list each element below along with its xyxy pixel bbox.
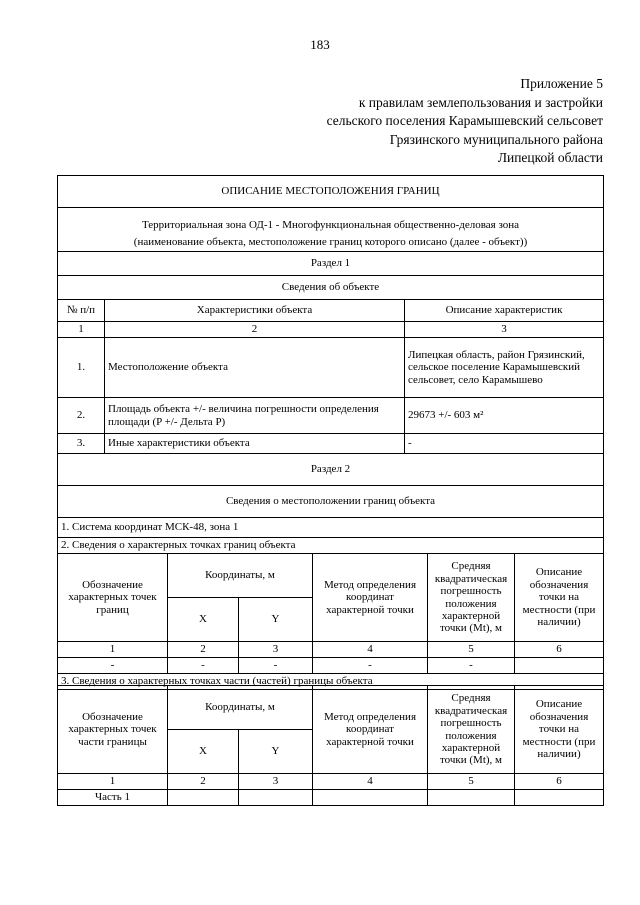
column-number: 6: [515, 642, 604, 658]
table-cell: [515, 658, 604, 674]
characteristic-name: Иные характеристики объекта: [105, 434, 405, 454]
boundary-description-table: [57, 175, 604, 554]
characteristic-value: -: [405, 434, 604, 454]
column-header: Описание характеристик: [405, 300, 604, 322]
x-header: X: [168, 730, 239, 774]
error-header: Средняя квадратическая погрешность положения характерной точки (Mt), м: [428, 686, 515, 774]
column-number: 5: [428, 642, 515, 658]
y-header: Y: [239, 730, 313, 774]
table-cell: [515, 790, 604, 806]
column-header: № п/п: [58, 300, 105, 322]
section1-subtitle: Сведения об объекте: [58, 276, 604, 300]
characteristic-name: Местоположение объекта: [105, 338, 405, 398]
y-header: Y: [239, 598, 313, 642]
column-header: Характеристики объекта: [105, 300, 405, 322]
column-number: 1: [58, 322, 105, 338]
appendix-line: Грязинского муниципального района: [389, 131, 603, 147]
zone-description: [58, 208, 604, 252]
method-header: Метод определения координат характерной точки: [313, 686, 428, 774]
designation-header: Обозначение характерных точек части границы: [58, 686, 168, 774]
zone-name: Территориальная зона ОД-1 - Многофункциональная общественно-деловая зона: [141, 219, 520, 232]
column-number: 3: [239, 774, 313, 790]
part-points-title: 3. Сведения о характерных точках части (частей) границы объекта: [58, 674, 604, 690]
characteristic-name: Площадь объекта +/- величина погрешности определения площади (P +/- Дельта P): [105, 398, 405, 434]
x-header: X: [168, 598, 239, 642]
appendix-line: Приложение 5: [520, 76, 603, 91]
part-label: Часть 1: [58, 790, 168, 806]
column-number: 3: [239, 642, 313, 658]
table-cell: -: [428, 658, 515, 674]
table-cell: -: [58, 658, 168, 674]
column-number: 1: [58, 774, 168, 790]
row-number: 2.: [58, 398, 105, 434]
part-points-table: [57, 685, 604, 806]
row-number: 1.: [58, 338, 105, 398]
table-cell: -: [313, 658, 428, 674]
table-cell: -: [239, 658, 313, 674]
appendix-header: [327, 75, 603, 168]
page-number: 183: [310, 37, 330, 52]
column-number: 6: [515, 774, 604, 790]
table-cell: [313, 790, 428, 806]
zone-note: (наименование объекта, местоположение границ которого описано (далее - объект)): [133, 235, 528, 248]
error-header: Средняя квадратическая погрешность положения характерной точки (Mt), м: [428, 554, 515, 642]
section1-label: Раздел 1: [58, 252, 604, 276]
column-number: 5: [428, 774, 515, 790]
table-cell: [428, 790, 515, 806]
appendix-line: Липецкой области: [497, 150, 603, 166]
column-number: 2: [105, 322, 405, 338]
column-number: 4: [313, 774, 428, 790]
coordinate-system: 1. Система координат МСК-48, зона 1: [58, 518, 604, 538]
section2-subtitle: Сведения о местоположении границ объекта: [58, 486, 604, 518]
column-number: 2: [168, 642, 239, 658]
points-title: 2. Сведения о характерных точках границ объекта: [58, 538, 604, 554]
table-cell: -: [168, 658, 239, 674]
table-cell: [168, 790, 239, 806]
characteristic-value: 29673 +/- 603 м²: [405, 398, 604, 434]
column-number: 1: [58, 642, 168, 658]
column-number: 3: [405, 322, 604, 338]
boundary-points-table: [57, 553, 604, 690]
table-cell: [239, 790, 313, 806]
description-header: Описание обозначения точки на местности (при наличии): [515, 686, 604, 774]
document-title: ОПИСАНИЕ МЕСТОПОЛОЖЕНИЯ ГРАНИЦ: [58, 176, 604, 208]
designation-header: Обозначение характерных точек границ: [58, 554, 168, 642]
description-header: Описание обозначения точки на местности (при наличии): [515, 554, 604, 642]
appendix-line: сельского поселения Карамышевский сельсовет: [326, 113, 603, 129]
row-number: 3.: [58, 434, 105, 454]
appendix-line: к правилам землепользования и застройки: [358, 94, 603, 110]
coordinates-header: Координаты, м: [168, 686, 313, 730]
characteristic-value: Липецкая область, район Грязинский, сельское поселение Карамышевский сельсовет, село Карамышево: [405, 338, 604, 398]
column-number: 4: [313, 642, 428, 658]
coordinates-header: Координаты, м: [168, 554, 313, 598]
column-number: 2: [168, 774, 239, 790]
section2-label: Раздел 2: [58, 454, 604, 486]
method-header: Метод определения координат характерной точки: [313, 554, 428, 642]
